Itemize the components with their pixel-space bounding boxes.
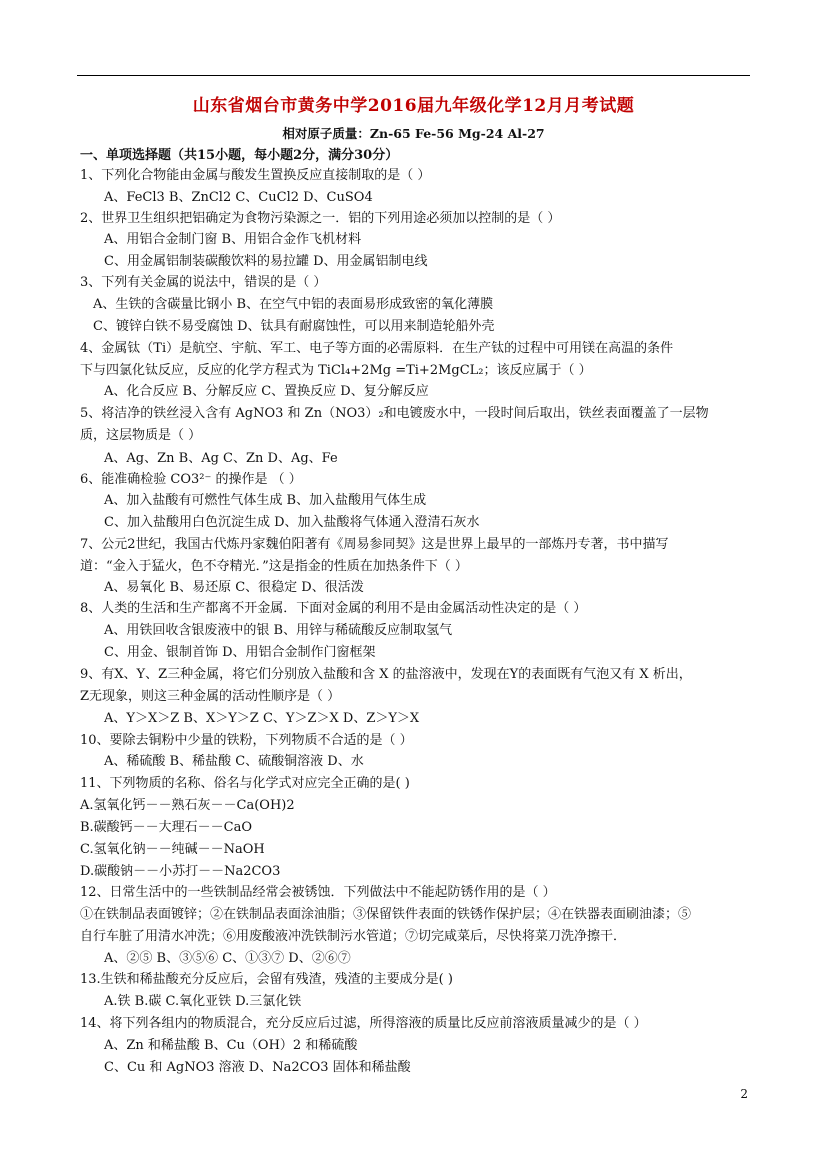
question-8: 8、人类的生活和生产都离不开金属．下面对金属的利用不是由金属活动性决定的是（ ） [80,601,587,616]
question-3: 3、下列有关金属的说法中，错误的是（ ） [80,275,327,290]
options-7: A、易氧化 B、易还原 C、很稳定 D、很活泼 [104,580,364,595]
options-9: A、Y＞X＞Z B、X＞Y＞Z C、Y＞Z＞X D、Z＞Y＞X [104,711,420,726]
option-11b: B.碳酸钙－－大理石－－CaO [80,820,253,835]
question-11: 11、下列物质的名称、俗名与化学式对应完全正确的是( ) [80,776,410,791]
option-11c: C.氢氧化钠－－纯碱－－NaOH [80,842,265,857]
question-6: 6、能准确检验 CO3²⁻ 的操作是 （ ） [80,472,302,487]
options-14a: A、Zn 和稀盐酸 B、Cu（OH）2 和稀硫酸 [104,1038,358,1053]
question-12-cont-1: ①在铁制品表面镀锌；②在铁制品表面涂油脂；③保留铁件表面的铁锈作保护层；④在铁器表面刷油漆；⑤ [80,907,692,922]
question-7: 7、公元2世纪，我国古代炼丹家魏伯阳著有《周易参同契》这是世界上最早的一部炼丹专著，书中描写 [80,537,669,552]
options-2a: A、用铝合金制门窗 B、用铝合金作飞机材料 [104,232,362,247]
page-title: 山东省烟台市黄务中学2016届九年级化学12月月考试题 [192,96,635,116]
options-8a: A、用铁回收含银废液中的银 B、用锌与稀硫酸反应制取氢气 [104,623,453,638]
options-10: A、稀硫酸 B、稀盐酸 C、硫酸铜溶液 D、水 [104,754,364,769]
options-5: A、Ag、Zn B、Ag C、Zn D、Ag、Fe [104,451,338,466]
question-4-cont: 下与四氯化钛反应，反应的化学方程式为 TiCl₄+2Mg =Ti+2MgCL₂；该反应属于（ ） [80,363,592,378]
question-4: 4、金属钛（Ti）是航空、宇航、军工、电子等方面的必需原料．在生产钛的过程中可用镁在高温的条件 [80,341,674,356]
options-13: A.铁 B.碳 C.氧化亚铁 D.三氯化铁 [104,994,302,1009]
question-12-cont-2: 自行车脏了用清水冲洗；⑥用废酸液冲洗铁制污水管道；⑦切完咸菜后，尽快将菜刀洗净擦干． [80,929,627,944]
question-9-cont: Z无现象，则这三种金属的活动性顺序是（ ） [80,689,341,704]
section-heading: 一、单项选择题（共15小题，每小题2分，满分30分） [80,148,399,163]
header-rule [77,75,750,76]
question-13: 13.生铁和稀盐酸充分反应后，会留有残渣，残渣的主要成分是( ) [80,972,453,987]
question-12: 12、日常生活中的一些铁制品经常会被锈蚀．下列做法中不能起防锈作用的是（ ） [80,885,556,900]
options-2b: C、用金属铝制装碳酸饮料的易拉罐 D、用金属铝制电线 [104,254,428,269]
options-12: A、②⑤ B、③⑤⑥ C、①③⑦ D、②⑥⑦ [104,951,351,966]
options-6a: A、加入盐酸有可燃性气体生成 B、加入盐酸用气体生成 [104,493,427,508]
question-7-cont: 道：“金入于猛火，色不夺精光．”这是指金的性质在加热条件下（ ） [80,559,468,574]
options-1: A、FeCl3 B、ZnCl2 C、CuCl2 D、CuSO4 [104,190,373,205]
question-5: 5、将洁净的铁丝浸入含有 AgNO3 和 Zn（NO3）₂和电镀废水中，一段时间后取出，铁丝表面覆盖了一层物 [80,406,709,421]
question-5-cont: 质，这层物质是（ ） [80,428,202,443]
options-3b: C、镀锌白铁不易受腐蚀 D、钛具有耐腐蚀性，可以用来制造轮船外壳 [93,319,495,334]
option-11d: D.碳酸钠－－小苏打－－Na2CO3 [80,864,281,879]
option-11a: A.氢氧化钙－－熟石灰－－Ca(OH)2 [80,798,295,813]
options-4: A、化合反应 B、分解反应 C、置换反应 D、复分解反应 [104,384,429,399]
options-14b: C、Cu 和 AgNO3 溶液 D、Na2CO3 固体和稀盐酸 [104,1060,411,1075]
options-6b: C、加入盐酸用白色沉淀生成 D、加入盐酸将气体通入澄清石灰水 [104,515,480,530]
question-1: 1、下列化合物能由金属与酸发生置换反应直接制取的是（ ） [80,168,431,183]
options-3a: A、生铁的含碳量比钢小 B、在空气中铝的表面易形成致密的氧化薄膜 [93,297,494,312]
question-10: 10、要除去铜粉中少量的铁粉，下列物质不合适的是（ ） [80,733,413,748]
question-9: 9、有X、Y、Z三种金属，将它们分别放入盐酸和含 X 的盐溶液中，发现在Y的表面既有气泡又有 X 析出， [80,667,692,682]
question-2: 2、世界卫生组织把铝确定为食物污染源之一．铝的下列用途必须加以控制的是（ ） [80,211,561,226]
page-number: 2 [740,1087,748,1101]
options-8b: C、用金、银制首饰 D、用铝合金制作门窗框架 [104,645,376,660]
atomic-mass-line: 相对原子质量：Zn-65 Fe-56 Mg-24 Al-27 [282,126,545,141]
question-14: 14、将下列各组内的物质混合，充分反应后过滤，所得溶液的质量比反应前溶液质量减少的是（ ） [80,1016,647,1031]
